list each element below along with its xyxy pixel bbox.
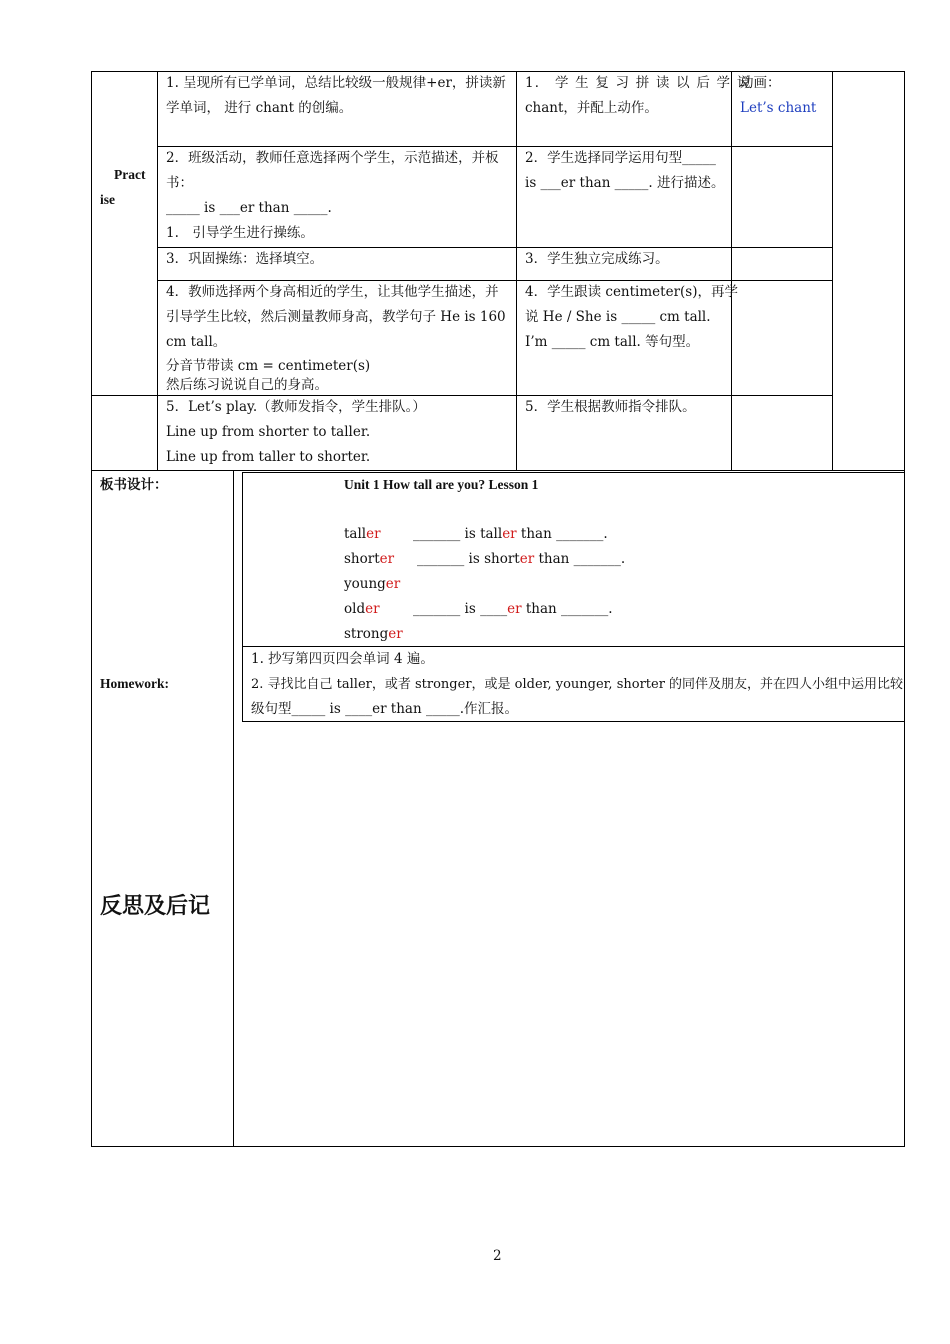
board-sentence: _______ is shorter than _______. bbox=[417, 551, 626, 567]
teacher-activity-line: 2．班级活动，教师任意选择两个学生，示范描述，并板 bbox=[166, 150, 499, 166]
teacher-activity-line: 5．Let’s play.（教师发指令，学生排队。） bbox=[166, 399, 426, 415]
page-number: 2 bbox=[493, 1248, 502, 1264]
practise-label-continued: ise bbox=[100, 192, 115, 207]
board-design-label: 板书设计： bbox=[100, 477, 168, 492]
teacher-activity-line: 学单词， 进行 chant 的创编。 bbox=[166, 100, 353, 116]
board-word: older bbox=[344, 601, 380, 617]
teacher-activity-line: 分音节带读 cm = centimeter(s) bbox=[166, 358, 371, 374]
homework-label: Homework: bbox=[100, 676, 169, 691]
practise-label: Pract bbox=[114, 167, 146, 182]
teacher-activity-line: Line up from shorter to taller. bbox=[166, 424, 371, 440]
student-activity-line: 1． 学 生 复 习 拼 读 以 后 学 说 bbox=[525, 75, 752, 91]
teacher-activity-line: 4．教师选择两个身高相近的学生，让其他学生描述，并 bbox=[166, 284, 499, 300]
student-activity-line: 说 He / She is _____ cm tall. bbox=[525, 309, 711, 325]
teacher-activity-line: 1. 呈现所有已学单词，总结比较级一般规律+er，拼读新 bbox=[166, 75, 506, 91]
teacher-activity-line: 然后练习说说自己的身高。 bbox=[166, 377, 328, 393]
board-word: stronger bbox=[344, 626, 403, 642]
student-activity-line: is ___er than _____. 进行描述。 bbox=[525, 175, 725, 191]
homework-item-2: 2. 寻找比自己 taller，或者 stronger，或是 older, younger, shorter 的同伴及朋友，并在四人小组中运用比较 bbox=[251, 677, 904, 692]
teacher-activity-line: Line up from taller to shorter. bbox=[166, 449, 371, 465]
board-title: Unit 1 How tall are you? Lesson 1 bbox=[344, 477, 539, 492]
board-word: taller bbox=[344, 526, 381, 542]
teacher-activity-line: 引导学生比较，然后测量教师身高，教学句子 He is 160 bbox=[166, 309, 506, 325]
homework-item-1: 1. 抄写第四页四会单词 4 遍。 bbox=[251, 651, 434, 667]
lets-chant-link[interactable]: Let’s chant bbox=[740, 100, 817, 116]
board-word: younger bbox=[344, 576, 401, 592]
board-word: shorter bbox=[344, 551, 395, 567]
board-sentence: _______ is ____er than _______. bbox=[413, 601, 613, 617]
homework-item-2-continued: 级句型_____ is ____er than _____.作汇报。 bbox=[251, 701, 519, 717]
reflection-label: 反思及后记 bbox=[100, 894, 211, 919]
media-label: 动画： bbox=[740, 75, 781, 91]
student-activity-line: 5．学生根据教师指令排队。 bbox=[525, 399, 696, 415]
student-activity-line: chant，并配上动作。 bbox=[525, 100, 658, 116]
teacher-activity-line: cm tall。 bbox=[166, 334, 227, 350]
student-activity-line: I’m _____ cm tall. 等句型。 bbox=[525, 334, 700, 350]
teacher-activity-line: 3．巩固操练：选择填空。 bbox=[166, 251, 324, 267]
board-sentence: _______ is taller than _______. bbox=[413, 526, 608, 542]
teacher-activity-line: 1. 引导学生进行操练。 bbox=[166, 225, 314, 241]
teacher-activity-line: _____ is ___er than _____. bbox=[166, 200, 332, 216]
student-activity-line: 3．学生独立完成练习。 bbox=[525, 251, 669, 267]
teacher-activity-line: 书： bbox=[166, 175, 193, 191]
student-activity-line: 4．学生跟读 centimeter(s)，再学 bbox=[525, 284, 738, 300]
student-activity-line: 2．学生选择同学运用句型_____ bbox=[525, 150, 716, 166]
